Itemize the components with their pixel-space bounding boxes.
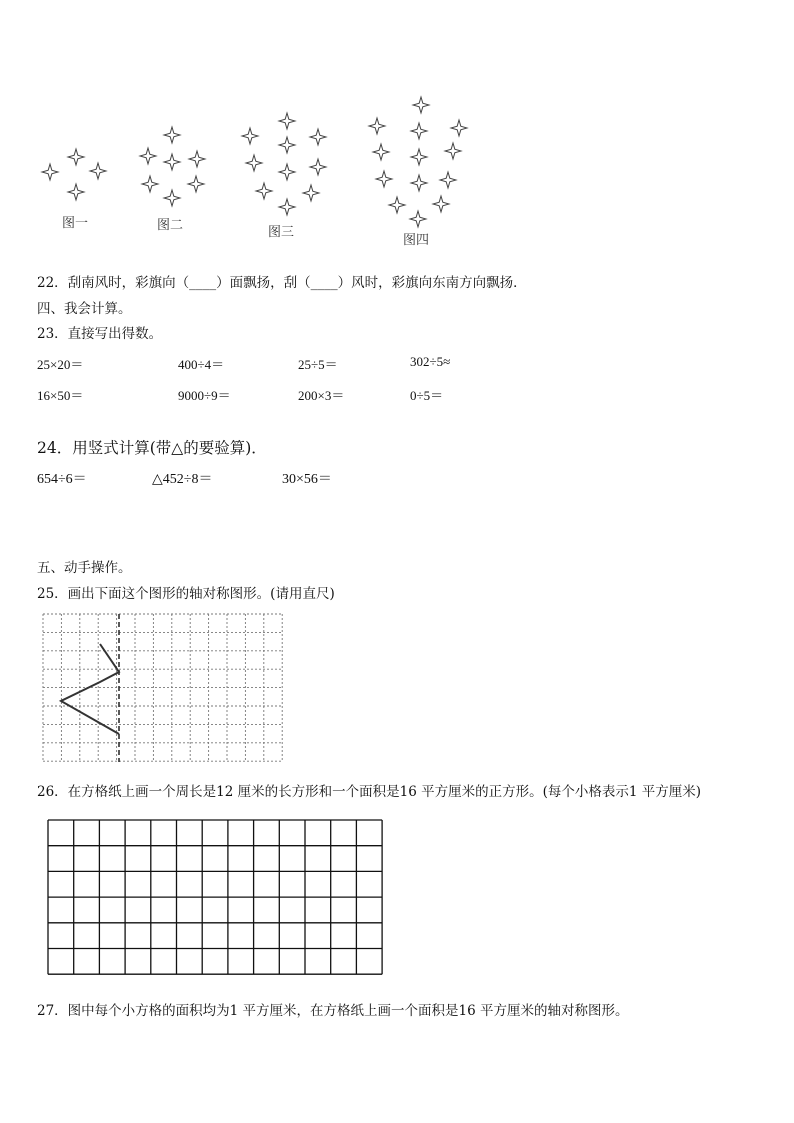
figure-caption-2: 图二 — [157, 218, 184, 233]
calc-item: 400÷4＝ — [178, 357, 225, 372]
star-icon — [279, 137, 295, 153]
calc-item: 25×20＝ — [37, 357, 84, 372]
star-icon — [389, 197, 405, 213]
figure-caption-1: 图一 — [62, 216, 89, 231]
question-27: 27．图中每个小方格的面积均为1 平方厘米，在方格纸上画一个面积是16 平方厘米的轴对称图形。 — [37, 1003, 629, 1019]
calc-item: 30×56＝ — [282, 472, 332, 487]
star-icon — [68, 184, 84, 200]
star-icon — [242, 128, 258, 144]
question-24: 24．用竖式计算(带△的要验算)． — [37, 439, 267, 457]
star-icon — [68, 149, 84, 165]
star-icon — [164, 127, 180, 143]
calc-item: 0÷5＝ — [410, 388, 444, 403]
calc-item: 302÷5≈ — [410, 354, 451, 369]
star-icon — [310, 129, 326, 145]
question-22: 22．刮南风时，彩旗向（____）面飘扬，刮（____）风时，彩旗向东南方向飘扬． — [37, 275, 527, 291]
star-icon — [411, 175, 427, 191]
star-icon — [279, 113, 295, 129]
star-icon — [90, 163, 106, 179]
star-icon — [164, 154, 180, 170]
star-icon — [142, 176, 158, 192]
star-figures — [0, 0, 794, 260]
question-23: 23．直接写出得数。 — [37, 326, 163, 342]
star-icon — [433, 196, 449, 212]
calc-item: △452÷8＝ — [152, 472, 213, 487]
star-icon — [413, 97, 429, 113]
calc-item: 654÷6＝ — [37, 472, 87, 487]
star-icon — [279, 164, 295, 180]
calc-item: 16×50＝ — [37, 388, 84, 403]
figure-caption-4: 图四 — [403, 233, 430, 248]
question-25: 25．画出下面这个图形的轴对称图形。(请用直尺) — [37, 586, 335, 602]
star-icon — [373, 144, 389, 160]
half-shape — [61, 644, 119, 734]
star-icon — [369, 118, 385, 134]
star-icon — [189, 151, 205, 167]
section-4-heading: 四、我会计算。 — [37, 301, 132, 317]
calc-item: 25÷5＝ — [298, 357, 338, 372]
calc-item: 9000÷9＝ — [178, 388, 231, 403]
star-icon — [376, 171, 392, 187]
star-icon — [440, 172, 456, 188]
star-icon — [188, 176, 204, 192]
star-icon — [256, 183, 272, 199]
star-icon — [411, 123, 427, 139]
star-icon — [411, 149, 427, 165]
square-grid-q26[interactable] — [46, 818, 386, 978]
star-icon — [410, 211, 426, 227]
star-icon — [445, 143, 461, 159]
section-5-heading: 五、动手操作。 — [37, 560, 132, 576]
star-icon — [303, 185, 319, 201]
dashed-grid-q25[interactable] — [40, 608, 280, 768]
calc-item: 200×3＝ — [298, 388, 345, 403]
star-icon — [310, 159, 326, 175]
question-26: 26．在方格纸上画一个周长是12 厘米的长方形和一个面积是16 平方厘米的正方形。(每个小格表示1 平方厘米) — [37, 784, 702, 800]
star-icon — [140, 148, 156, 164]
star-icon — [279, 199, 295, 215]
star-icon — [246, 155, 262, 171]
star-icon — [164, 190, 180, 206]
figure-caption-3: 图三 — [268, 225, 295, 240]
star-icon — [42, 164, 58, 180]
star-icon — [451, 120, 467, 136]
